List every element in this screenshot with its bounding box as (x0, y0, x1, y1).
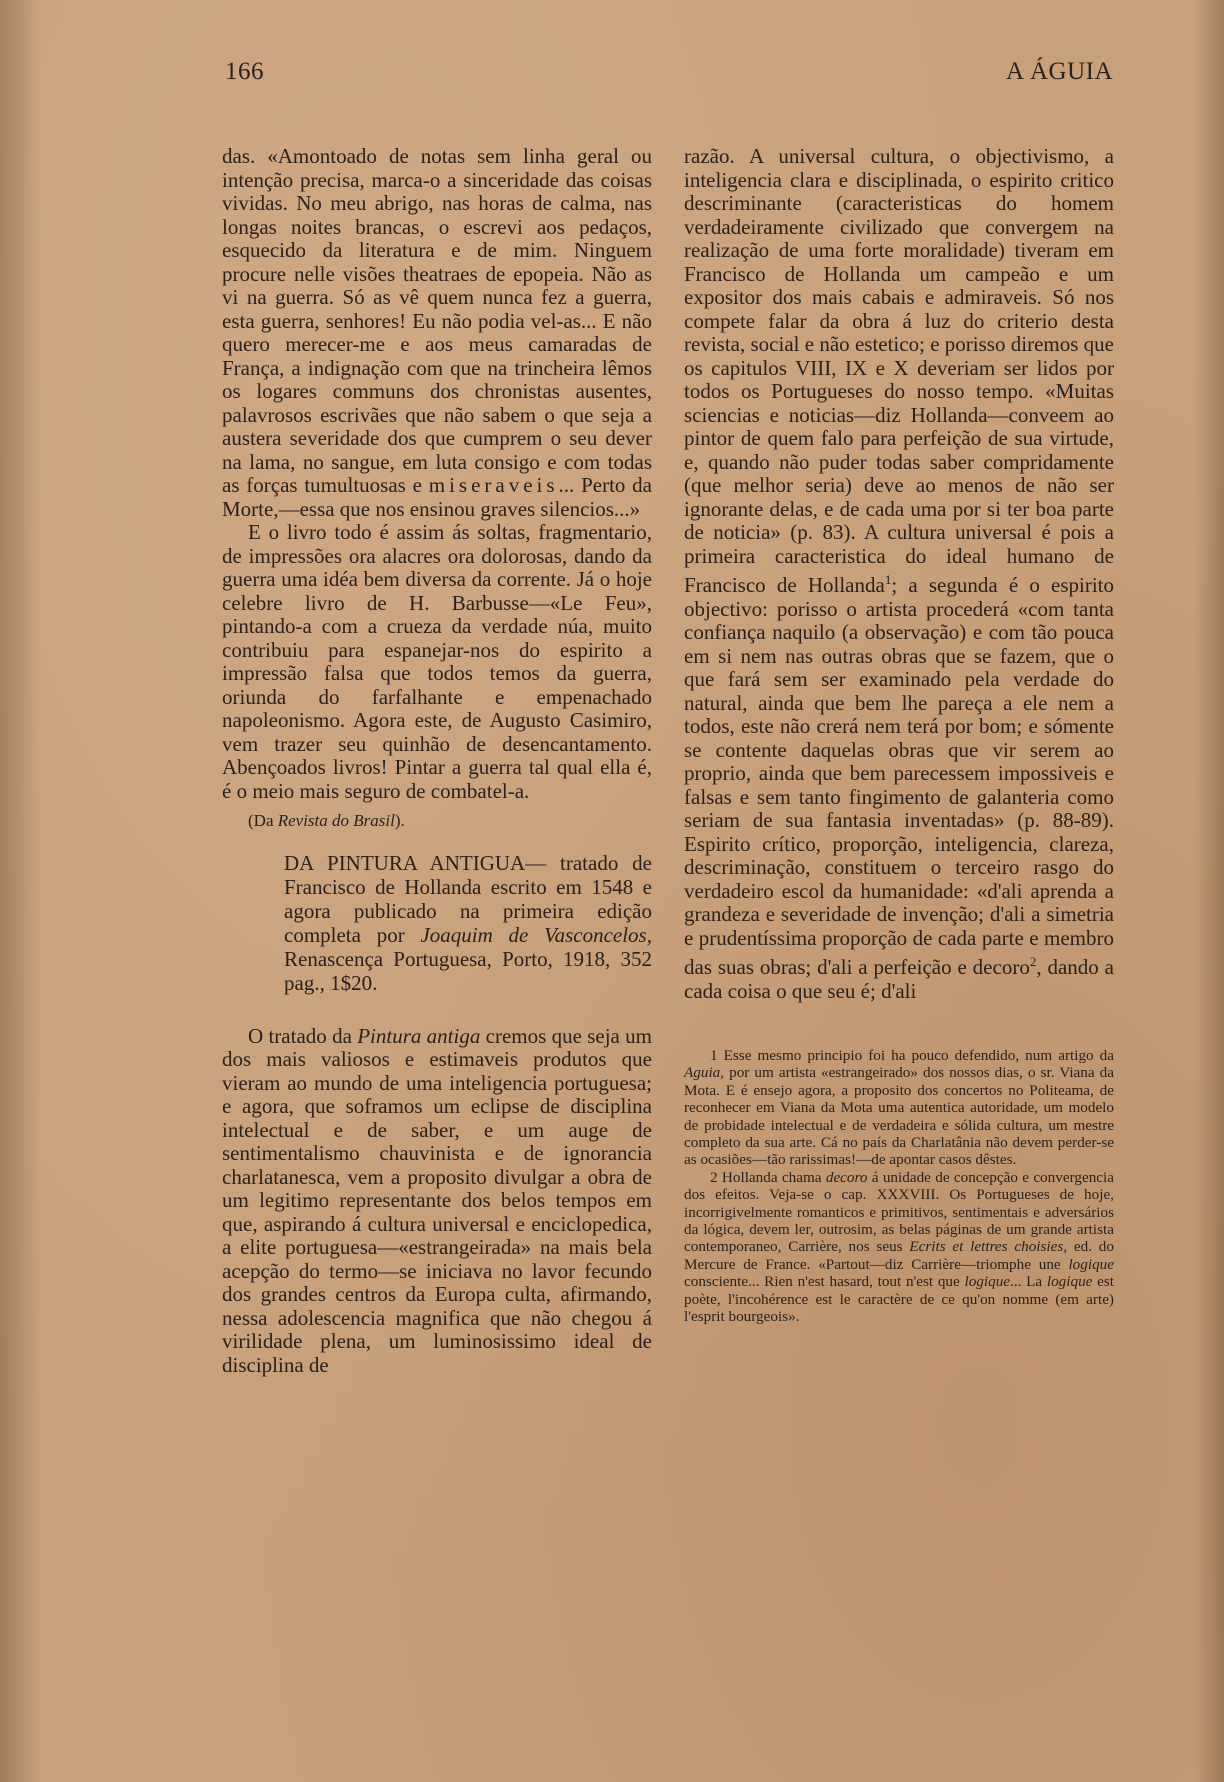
journal-title: A ÁGUIA (1006, 58, 1113, 85)
body-paragraph: E o livro todo é assim ás soltas, fragmentario, de impressões ora alacres ora dolorosas, dando da guerra uma idéa bem diversa da corrente. Já o hoje celebre livro de H. Barbusse—«Le Feu», pintando-a com a crueza da verdade núa, muito contribuiu para espanejar-nos do espirito a impressão falsa que todos temos da guerra, oriunda do farfalhante e empenachado napoleonismo. Agora este, de Augusto Casimiro, vem trazer seu quinhão de desencantamento. Abençoados livros! Pintar a guerra tal qual ella é, é o meio mais seguro de combatel-a. (222, 520, 652, 803)
review-publication: Renascença Portuguesa, Porto, 1918, 352 pag., 1$20. (284, 946, 652, 995)
source-journal-name: Revista do Brasil (277, 811, 395, 830)
review-editor: Joaquim de Vasconcelos, (420, 922, 652, 947)
footnote-1: 1 Esse mesmo principio foi ha pouco defendido, num artigo da Aguia, por um artista «estrangeirado» dos nossos dias, o sr. Viana da Mota. E é ensejo agora, a proposito dos concertos no Politeama, de reconhecer em Viana da Mota uma autentica autoridade, um modelo de probidade intelectual e de verdadeira e sólida cultura, um mestre completo da sua arte. Cá no país da Charlatânia não devem perder-se as ocasiões—tão rarissimas!—de apontar casos dêstes. (684, 1047, 1114, 1169)
left-column (222, 145, 652, 1377)
review-continuation-paragraph: razão. A universal cultura, o objectivismo, a inteligencia clara e disciplinada, o espirito critico descriminante (caracteristicas do homem verdadeiramente civilizado que convergem na realização de uma forte moralidade) tiveram em Francisco de Hollanda um campeão e um expositor dos mais cabais e admiraveis. Só nos compete falar da obra á luz do criterio desta revista, social e não estetico; e porisso diremos que os capitulos VIII, IX e X deveriam ser lidos por todos os Portugueses do nosso tempo. «Muitas sciencias e noticias—diz Hollanda—conveem ao pintor de quem falo para perfeição de sua virtude, e, quando não puder todas saber compridamente (que melhor seria) deve ao menos de não ser ignorante delas, e de cada uma por si ter boa parte de noticia» (p. 83). A cultura universal é pois a primeira caracteristica do ideal humano de Francisco de Hollanda$^1$; a segunda é o espirito objectivo: porisso o artista procederá «com tanta confiança naquilo (a observação) e com tão pouca em si nem nas outras obras que se fazem, que o que fará sem ser examinado pela verdade do natural, ainda que bem lhe pareça a ele nem a todos, este não crerá nem terá por bom; e sómente se contente daquelas obras que vir serem ao proprio, ainda que bem parecessem impossiveis e falsas e sem tanto fingimento de galanteria como seriam de sua fantasia inventadas» (p. 88-89). Espirito crítico, proporção, inteligencia, clareza, descriminação, constituem o terceiro rasgo do verdadeiro escol da humanidade: «d'ali aprenda a grandeza e severidade de invenção; d'ali a simetria e prudentíssima proporção de cada parte e membro das suas obras; d'ali a perfeição e decoro$^2$, dando a cada coisa o que seu é; d'ali (684, 144, 1114, 1003)
footnote-ref-1: 1 (884, 572, 892, 587)
footnote-2: 2 Hollanda chama decoro á unidade de concepção e convergencia dos efeitos. Veja-se o cap. XXXVIII. Os Portugueses de hoje, incorrigivelmente romanticos e primitivos, sentimentais e adversários da lógica, devem ler, outrosim, as belas páginas de um grande artista contemporaneo, Carrière, nos seus Ecrits et lettres choisies, ed. do Mercure de France. «Partout—diz Carrière—triomphe une logique consciente... Rien n'est hasard, tout n'est que logique... La logique est poète, l'incohérence est le caractère de ce qu'on nomme (em arte) l'esprit bourgeois». (684, 1168, 1114, 1326)
quote-end: ... Perto da Morte,—essa que nos ensinou graves silencios...» (222, 473, 652, 521)
review-body-paragraph: O tratado da Pintura antiga cremos que seja um dos mais valiosos e estimaveis produtos que vieram ao mundo de uma inteligencia portuguesa; e agora, que soframos um eclipse de disciplina intelectual e de saber, e um auge de sentimentalismo chauvinista e de ignorancia charlatanesca, vem a proposito divulgar a obra de um legitimo representante dos belos tempos em que, aspirando á cultura universal e enciclopedica, a elite portuguesa—«estrangeirada» na mais bela acepção do termo—se iniciava no lavor fecundo dos grandes centros da Europa culta, afirmando, nessa adolescencia magnifica que não chegou á virilidade plena, um luminosissimo ideal de disciplina de (222, 1023, 652, 1377)
quote-spaced-word: miseraveis (428, 473, 559, 497)
right-column (684, 145, 1114, 1326)
work-title: Pintura antiga (357, 1023, 481, 1048)
footnote-ref-2: 2 (1029, 954, 1037, 969)
review-title: DA PINTURA ANTIGUA (284, 850, 526, 875)
quote-text: das. «Amontoado de notas sem linha geral ou intenção precisa, marca-o a sinceridade das coisas vividas. No meu abrigo, nas horas de calma, nas longas noites brancas, o escrevi aos pedaços, esquecido da literatura e de mim. Ninguem procure nelle visões theatraes de epopeia. Não as vi na guerra. Só as vê quem nunca fez a guerra, esta guerra, senhores! Eu não podia vel-as... E não quero merecer-me e aos meus camaradas de França, a indignação com que na trincheira lêmos os logares communs dos chronistas ausentes, palavrosos escrivães que não sabem o que seja a austera severidade dos que cumprem o seu dever na lama, no sangue, em luta consigo e com todas as forças tumultuosas e (222, 144, 652, 497)
source-citation: (Da Revista do Brasil). (248, 811, 405, 830)
page-number: 166 (225, 58, 264, 85)
quote-continuation-paragraph (222, 145, 652, 521)
running-header (225, 58, 1113, 92)
review-text: — tratado de Francisco de Hollanda escrito em 1548 e agora publicado na primeira edição completa por (284, 850, 652, 947)
footnotes (684, 1047, 1114, 1326)
review-heading (222, 851, 652, 995)
